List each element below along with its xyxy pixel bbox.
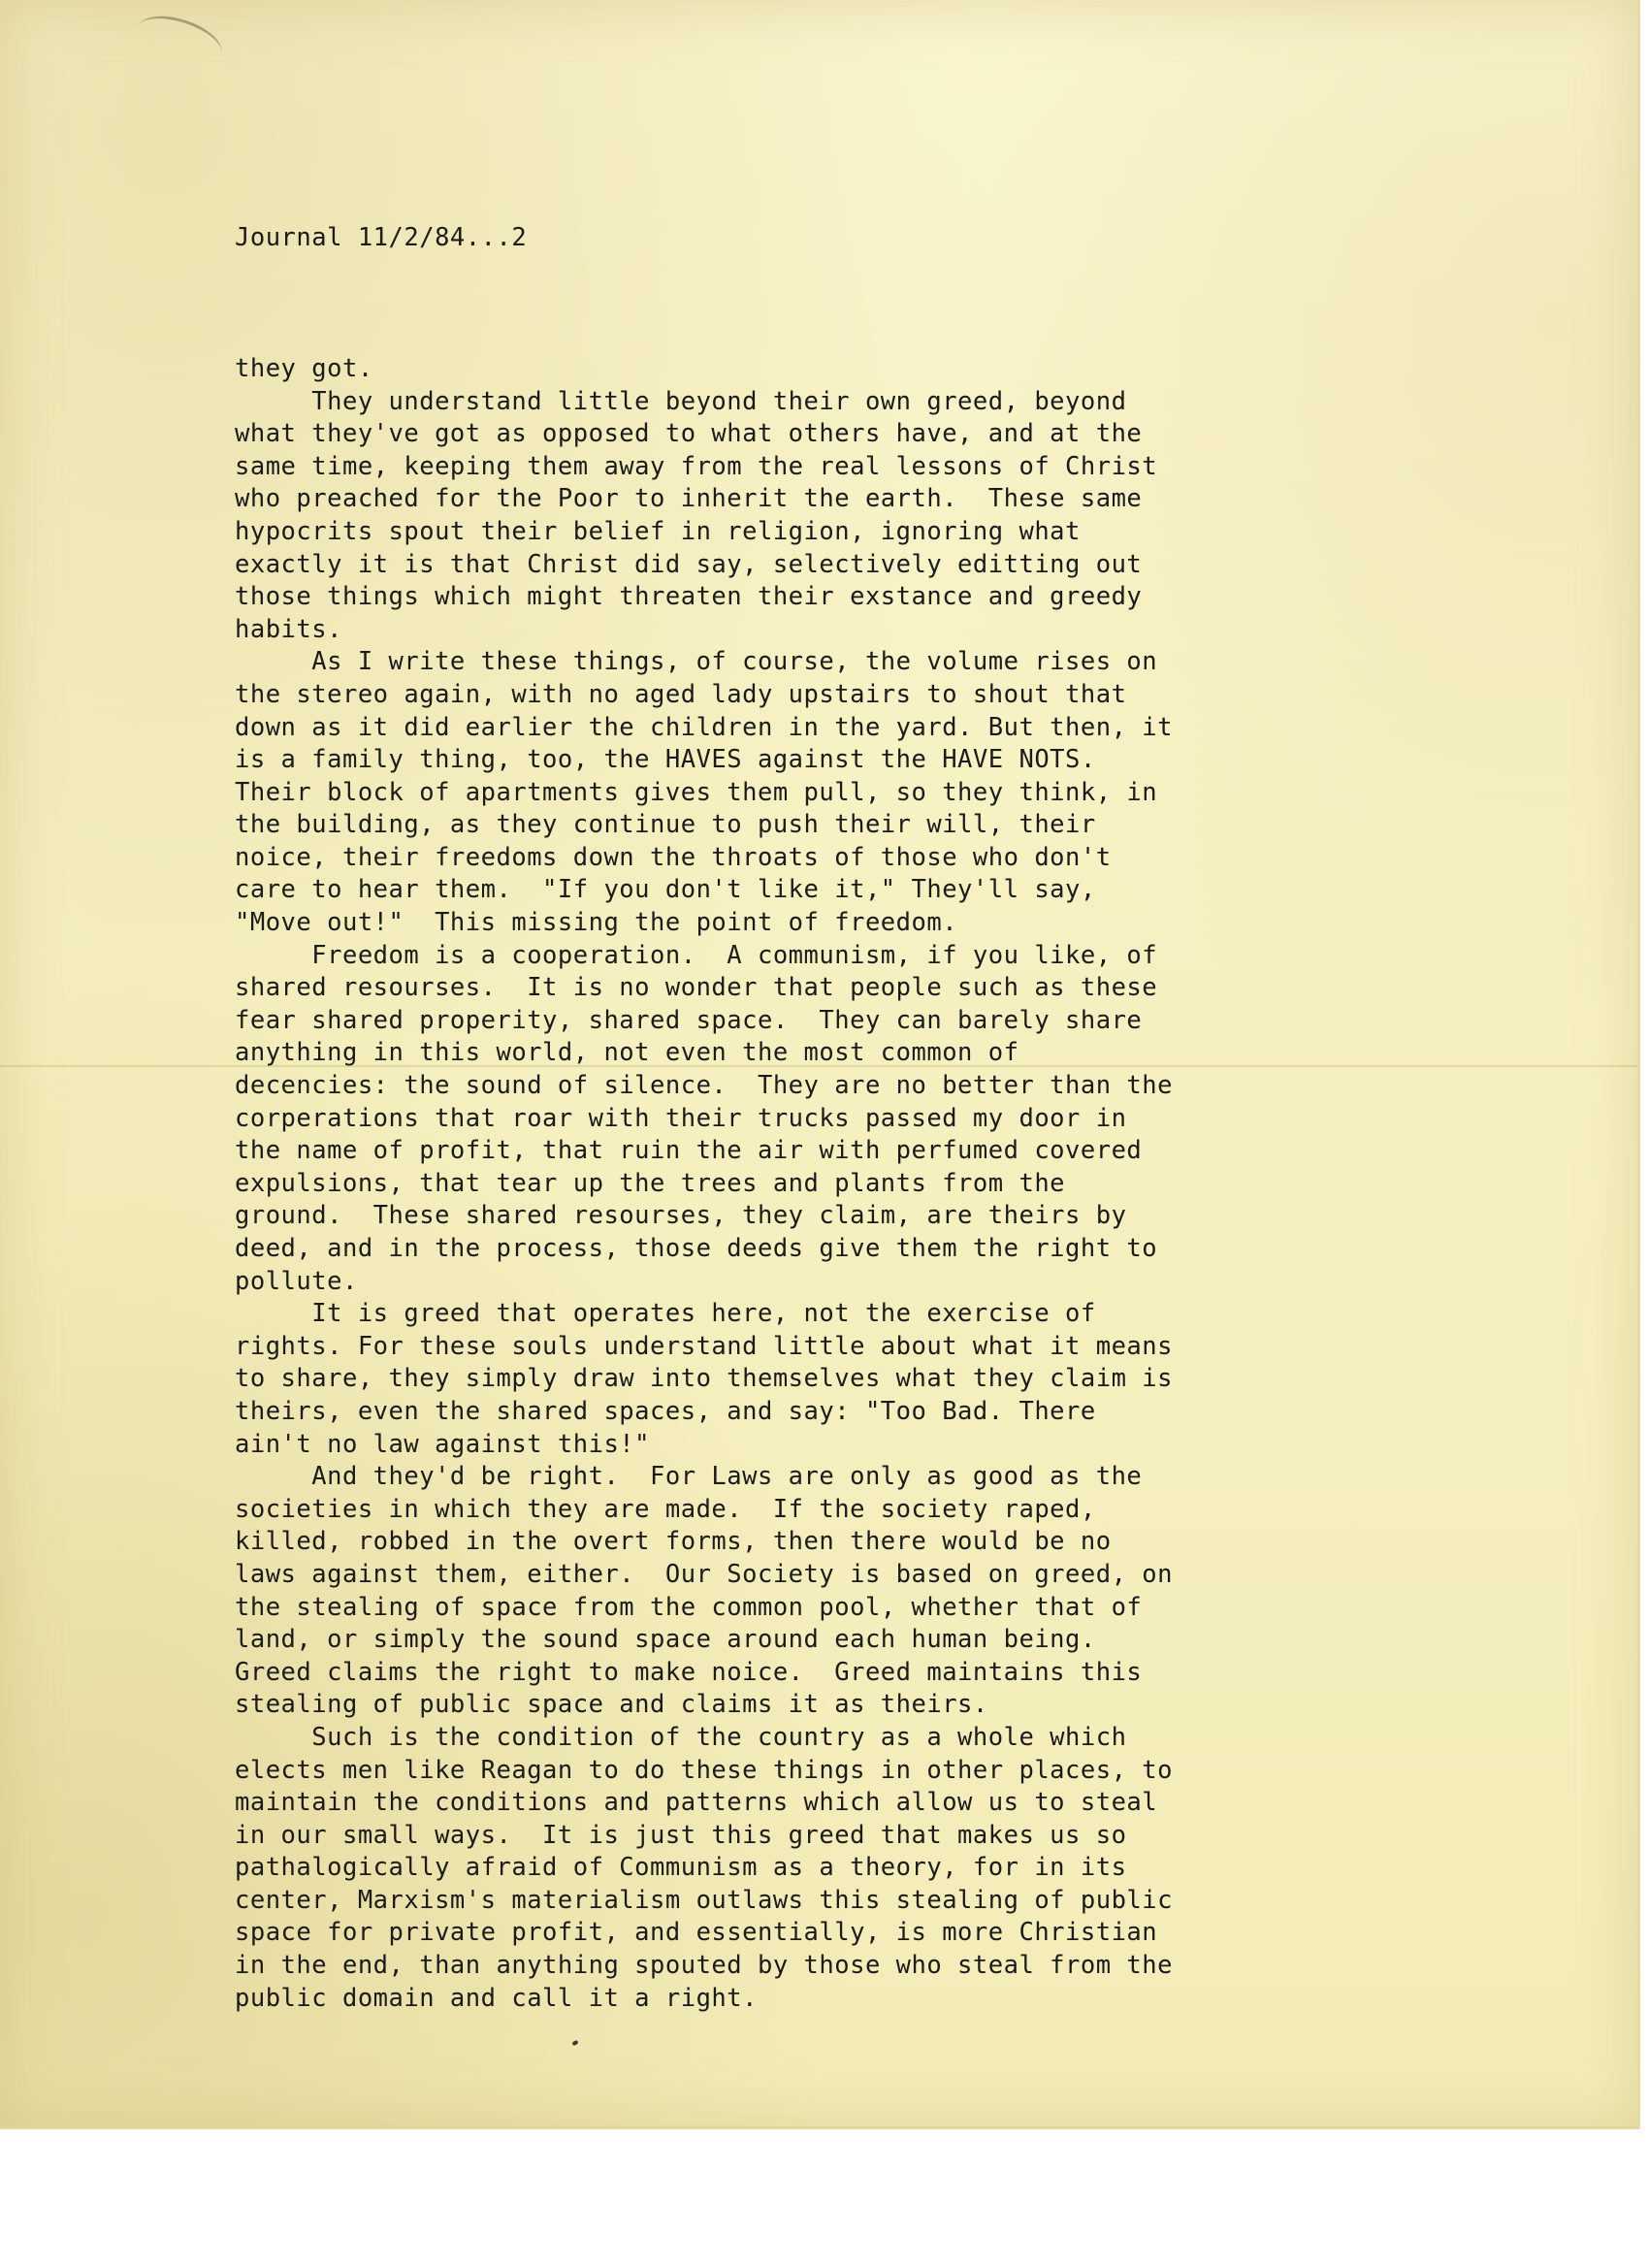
text-line: Greed claims the right to make noice. Greed maintains this (235, 1657, 1143, 1687)
text-line: ain't no law against this!" (235, 1429, 651, 1459)
text-line: land, or simply the sound space around each human being. (235, 1625, 1096, 1655)
text-line: hypocrits spout their belief in religion, ignoring what (235, 516, 1081, 546)
text-line: to share, they simply draw into themselves what they claim is (235, 1364, 1173, 1394)
text-line: killed, robbed in the overt forms, then there would be no (235, 1527, 1112, 1557)
text-line: corperations that roar with their trucks passed my door in (235, 1103, 1127, 1133)
text-line: elects men like Reagan to do these things in other places, to (235, 1755, 1173, 1785)
text-line: noice, their freedoms down the throats of those who don't (235, 842, 1112, 872)
text-line: Freedom is a cooperation. A communism, if you like, of (235, 940, 1158, 970)
text-line: As I write these things, of course, the volume rises on (235, 647, 1158, 677)
text-line: those things which might threaten their exstance and greedy (235, 582, 1143, 612)
text-line: same time, keeping them away from the real lessons of Christ (235, 451, 1158, 481)
text-line: anything in this world, not even the most common of (235, 1038, 1019, 1068)
text-line: Their block of apartments gives them pull, so they think, in (235, 777, 1158, 807)
text-line: in our small ways. It is just this greed that makes us so (235, 1820, 1127, 1850)
text-line: maintain the conditions and patterns which allow us to steal (235, 1788, 1158, 1818)
text-line: pollute. (235, 1266, 358, 1296)
text-line: care to hear them. "If you don't like it," They'll say, (235, 875, 1096, 905)
text-line: down as it did earlier the children in the yard. But then, it (235, 712, 1173, 742)
text-line: decencies: the sound of silence. They are no better than the (235, 1071, 1173, 1101)
text-line: the building, as they continue to push their will, their (235, 810, 1096, 840)
text-line: Such is the condition of the country as a whole which (235, 1722, 1127, 1752)
text-line: in the end, than anything spouted by those who steal from the (235, 1951, 1173, 1981)
text-line: stealing of public space and claims it as theirs. (235, 1690, 988, 1720)
text-line: the stereo again, with no aged lady upstairs to shout that (235, 679, 1127, 709)
text-line: shared resourses. It is no wonder that people such as these (235, 973, 1158, 1003)
text-line: space for private profit, and essentially, is more Christian (235, 1918, 1158, 1948)
journal-header: Journal 11/2/84...2 (235, 223, 528, 253)
text-line: what they've got as opposed to what others have, and at the (235, 419, 1143, 449)
text-line: the stealing of space from the common pool, whether that of (235, 1592, 1143, 1622)
text-line: deed, and in the process, those deeds give them the right to (235, 1234, 1158, 1263)
text-line: And they'd be right. For Laws are only as good as the (235, 1462, 1143, 1492)
journal-body (235, 353, 1438, 2015)
text-line: pathalogically afraid of Communism as a theory, for in its (235, 1853, 1127, 1883)
text-line: they got. (235, 353, 373, 383)
text-line: is a family thing, too, the HAVES against the HAVE NOTS. (235, 745, 1096, 775)
text-line: laws against them, either. Our Society is based on greed, on (235, 1559, 1173, 1589)
text-line: It is greed that operates here, not the exercise of (235, 1299, 1096, 1329)
text-line: who preached for the Poor to inherit the earth. These same (235, 484, 1143, 514)
text-line: They understand little beyond their own greed, beyond (235, 386, 1127, 416)
text-line: public domain and call it a right. (235, 1983, 758, 2013)
text-line: fear shared properity, shared space. They can barely share (235, 1005, 1143, 1035)
text-line: societies in which they are made. If the society raped, (235, 1494, 1096, 1524)
text-line: rights. For these souls understand little about what it means (235, 1331, 1173, 1361)
typed-journal-page (235, 157, 1438, 2048)
text-line: "Move out!" This missing the point of freedom. (235, 908, 958, 938)
text-line: habits. (235, 614, 342, 644)
text-line: the name of profit, that ruin the air with perfumed covered (235, 1136, 1143, 1166)
text-line: exactly it is that Christ did say, selectively editting out (235, 549, 1143, 579)
corner-crease (132, 7, 228, 74)
text-line: theirs, even the shared spaces, and say: "Too Bad. There (235, 1396, 1096, 1426)
text-line: ground. These shared resourses, they claim, are theirs by (235, 1201, 1127, 1231)
text-line: expulsions, that tear up the trees and plants from the (235, 1168, 1066, 1198)
text-line: center, Marxism's materialism outlaws this stealing of public (235, 1885, 1173, 1915)
